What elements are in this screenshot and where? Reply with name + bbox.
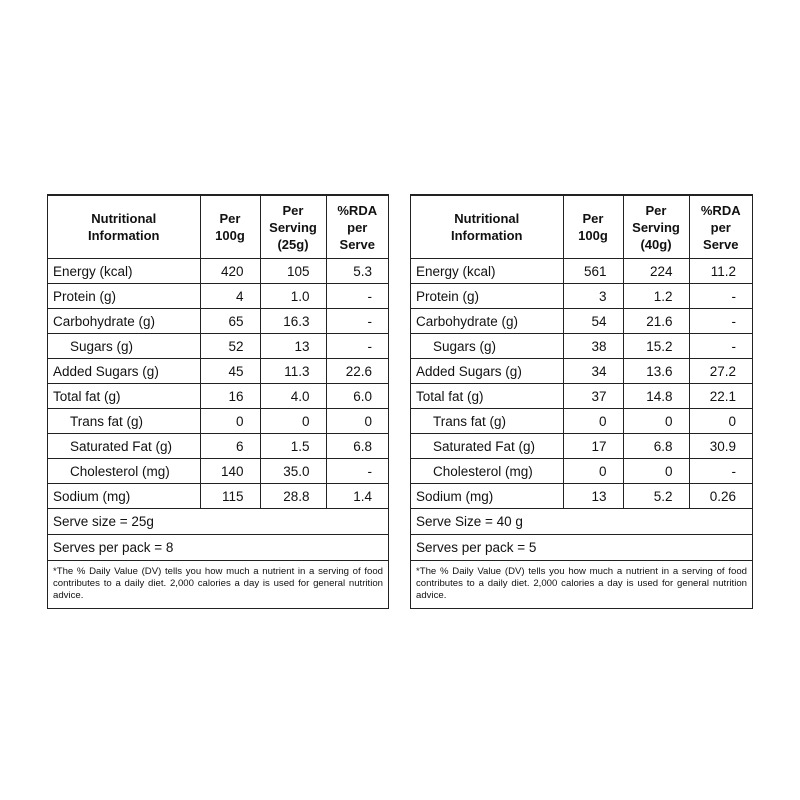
value-per-serving: 0 xyxy=(623,459,689,484)
header-per-serving: Per Serving (25g) xyxy=(260,196,326,259)
table-row xyxy=(411,334,752,359)
table-row xyxy=(411,409,752,434)
value-per-serving: 105 xyxy=(260,259,326,284)
value-rda: 1.4 xyxy=(326,484,388,509)
table-row xyxy=(48,309,388,334)
value-per-serving: 0 xyxy=(623,409,689,434)
value-rda: 6.8 xyxy=(326,434,388,459)
value-rda: - xyxy=(689,284,752,309)
value-rda: 0 xyxy=(326,409,388,434)
nutrient-name: Carbohydrate (g) xyxy=(411,309,563,334)
table-row xyxy=(411,309,752,334)
table-row xyxy=(411,284,752,309)
value-rda: - xyxy=(326,284,388,309)
table-row xyxy=(48,434,388,459)
value-rda: - xyxy=(689,309,752,334)
table-header-row xyxy=(411,196,752,259)
value-per-serving: 5.2 xyxy=(623,484,689,509)
table-row xyxy=(48,484,388,509)
serve-size: Serve Size = 40 g xyxy=(411,509,752,535)
value-per-serving: 6.8 xyxy=(623,434,689,459)
value-rda: 22.1 xyxy=(689,384,752,409)
value-per-100g: 38 xyxy=(563,334,623,359)
value-rda: - xyxy=(689,334,752,359)
table-row xyxy=(48,409,388,434)
value-per-serving: 1.2 xyxy=(623,284,689,309)
nutrient-name: Sugars (g) xyxy=(411,334,563,359)
table-row xyxy=(48,259,388,284)
value-per-serving: 21.6 xyxy=(623,309,689,334)
value-rda: 22.6 xyxy=(326,359,388,384)
nutrient-name: Cholesterol (mg) xyxy=(411,459,563,484)
nutrient-name: Energy (kcal) xyxy=(411,259,563,284)
table-row xyxy=(411,434,752,459)
value-rda: 5.3 xyxy=(326,259,388,284)
value-per-100g: 3 xyxy=(563,284,623,309)
value-per-100g: 13 xyxy=(563,484,623,509)
header-per-serving: Per Serving (40g) xyxy=(623,196,689,259)
value-rda: 0.26 xyxy=(689,484,752,509)
nutrient-name: Added Sugars (g) xyxy=(411,359,563,384)
value-per-100g: 34 xyxy=(563,359,623,384)
nutrition-table-right xyxy=(410,194,753,609)
nutrition-table xyxy=(48,195,388,608)
value-per-100g: 65 xyxy=(200,309,260,334)
table-row xyxy=(411,384,752,409)
value-per-serving: 1.5 xyxy=(260,434,326,459)
table-row xyxy=(48,384,388,409)
value-per-100g: 0 xyxy=(563,409,623,434)
serves-per-pack: Serves per pack = 8 xyxy=(48,535,388,561)
value-per-serving: 13 xyxy=(260,334,326,359)
value-rda: - xyxy=(326,334,388,359)
value-per-serving: 16.3 xyxy=(260,309,326,334)
table-row xyxy=(411,359,752,384)
value-per-100g: 420 xyxy=(200,259,260,284)
value-rda: 30.9 xyxy=(689,434,752,459)
value-per-100g: 0 xyxy=(200,409,260,434)
value-per-100g: 140 xyxy=(200,459,260,484)
footnote-row xyxy=(411,561,752,609)
value-per-serving: 13.6 xyxy=(623,359,689,384)
value-per-100g: 45 xyxy=(200,359,260,384)
value-per-serving: 11.3 xyxy=(260,359,326,384)
header-rda: %RDA per Serve xyxy=(689,196,752,259)
table-row xyxy=(48,459,388,484)
serve-size-row xyxy=(48,509,388,535)
serves-per-pack: Serves per pack = 5 xyxy=(411,535,752,561)
value-per-serving: 14.8 xyxy=(623,384,689,409)
nutrient-name: Sodium (mg) xyxy=(411,484,563,509)
nutrient-name: Total fat (g) xyxy=(411,384,563,409)
table-row xyxy=(411,484,752,509)
nutrition-table-left xyxy=(47,194,389,609)
nutrient-name: Saturated Fat (g) xyxy=(48,434,200,459)
value-rda: 11.2 xyxy=(689,259,752,284)
table-header-row xyxy=(48,196,388,259)
header-nutrient: Nutritional Information xyxy=(411,196,563,259)
value-per-100g: 561 xyxy=(563,259,623,284)
header-per-100g: Per 100g xyxy=(200,196,260,259)
value-per-100g: 6 xyxy=(200,434,260,459)
value-rda: 0 xyxy=(689,409,752,434)
nutrient-name: Saturated Fat (g) xyxy=(411,434,563,459)
serves-per-pack-row xyxy=(411,535,752,561)
footnote: *The % Daily Value (DV) tells you how much a nutrient in a serving of food contributes to a daily diet. 2,000 calories a day is used for general nutrition advice. xyxy=(48,561,388,609)
value-per-serving: 1.0 xyxy=(260,284,326,309)
serve-size: Serve size = 25g xyxy=(48,509,388,535)
nutrient-name: Cholesterol (mg) xyxy=(48,459,200,484)
value-per-100g: 52 xyxy=(200,334,260,359)
header-per-100g: Per 100g xyxy=(563,196,623,259)
footnote-row xyxy=(48,561,388,609)
value-rda: 27.2 xyxy=(689,359,752,384)
value-per-serving: 0 xyxy=(260,409,326,434)
nutrition-table xyxy=(411,195,752,608)
value-rda: 6.0 xyxy=(326,384,388,409)
nutrient-name: Sodium (mg) xyxy=(48,484,200,509)
value-per-100g: 54 xyxy=(563,309,623,334)
value-per-100g: 37 xyxy=(563,384,623,409)
nutrient-name: Protein (g) xyxy=(48,284,200,309)
nutrient-name: Carbohydrate (g) xyxy=(48,309,200,334)
value-rda: - xyxy=(326,309,388,334)
value-per-100g: 115 xyxy=(200,484,260,509)
table-row xyxy=(411,459,752,484)
value-per-serving: 35.0 xyxy=(260,459,326,484)
value-per-serving: 28.8 xyxy=(260,484,326,509)
table-row xyxy=(411,259,752,284)
value-per-100g: 16 xyxy=(200,384,260,409)
header-rda: %RDA per Serve xyxy=(326,196,388,259)
serves-per-pack-row xyxy=(48,535,388,561)
footnote: *The % Daily Value (DV) tells you how much a nutrient in a serving of food contributes to a daily diet. 2,000 calories a day is used for general nutrition advice. xyxy=(411,561,752,609)
value-per-serving: 224 xyxy=(623,259,689,284)
table-row xyxy=(48,284,388,309)
serve-size-row xyxy=(411,509,752,535)
nutrient-name: Trans fat (g) xyxy=(48,409,200,434)
nutrient-name: Energy (kcal) xyxy=(48,259,200,284)
header-nutrient: Nutritional Information xyxy=(48,196,200,259)
value-rda: - xyxy=(689,459,752,484)
value-per-100g: 4 xyxy=(200,284,260,309)
value-per-100g: 17 xyxy=(563,434,623,459)
value-per-100g: 0 xyxy=(563,459,623,484)
value-rda: - xyxy=(326,459,388,484)
value-per-serving: 15.2 xyxy=(623,334,689,359)
nutrient-name: Sugars (g) xyxy=(48,334,200,359)
table-row xyxy=(48,359,388,384)
value-per-serving: 4.0 xyxy=(260,384,326,409)
nutrient-name: Protein (g) xyxy=(411,284,563,309)
nutrient-name: Total fat (g) xyxy=(48,384,200,409)
nutrient-name: Trans fat (g) xyxy=(411,409,563,434)
nutrient-name: Added Sugars (g) xyxy=(48,359,200,384)
table-row xyxy=(48,334,388,359)
